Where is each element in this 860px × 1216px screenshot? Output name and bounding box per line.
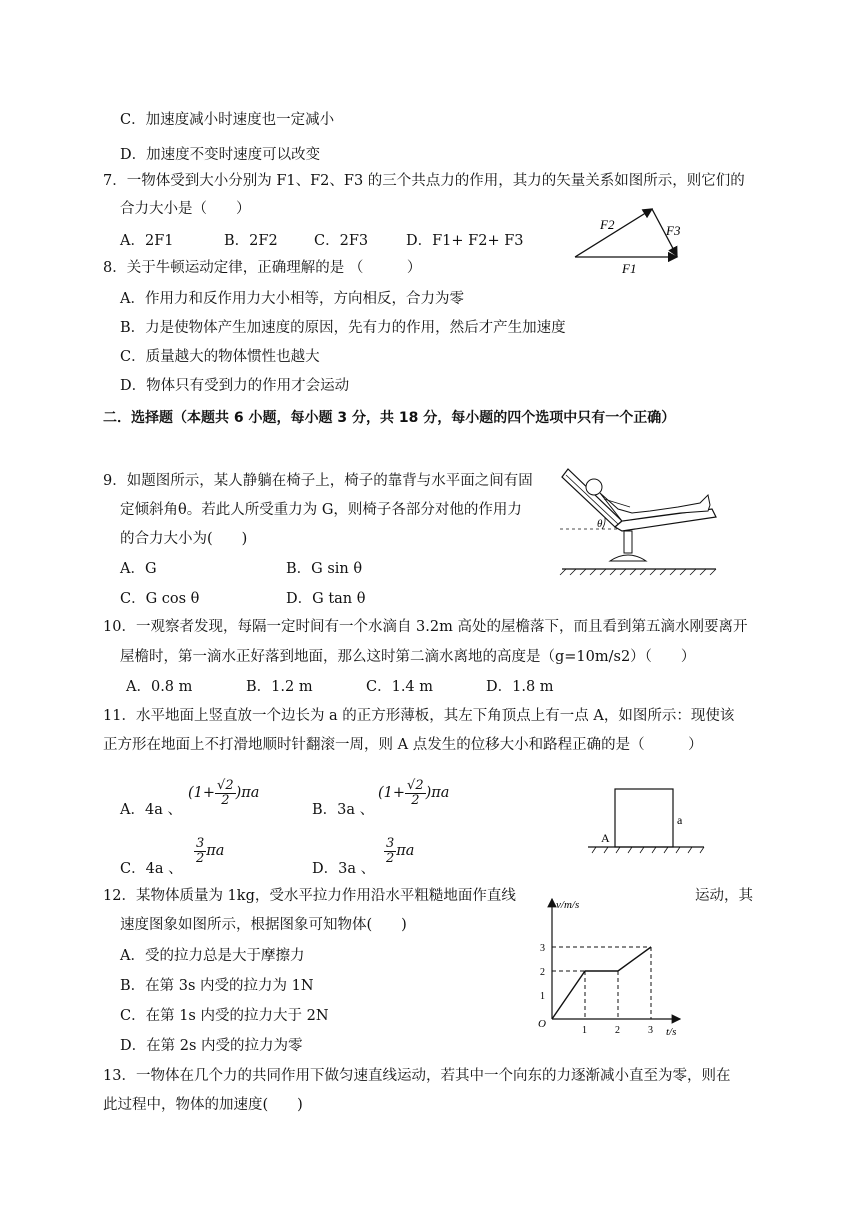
x-tick-label-2: 2 <box>615 1025 620 1036</box>
y-tick-label-2: 2 <box>540 967 545 978</box>
q10-option-a: A．0.8 m <box>126 679 193 695</box>
q12-option-d: D．在第 2s 内受的拉力为零 <box>120 1038 303 1054</box>
f2-label: F2 <box>600 217 615 232</box>
q9-option-c: C．G cos θ <box>120 591 200 607</box>
f3-label: F3 <box>666 223 681 238</box>
y-tick-label-1: 1 <box>540 991 545 1002</box>
q11-option-b-label: B．3a 、 <box>312 802 375 818</box>
q13-stem-line1: 13．一物体在几个力的共同作用下做匀速直线运动，若其中一个向东的力逐渐减小直至为零，则在 <box>103 1068 731 1084</box>
q10-option-d: D．1.8 m <box>486 679 554 695</box>
q11-stem-line2: 正方形在地面上不打滑地顺时针翻滚一周，则 A 点发生的位移大小和路程正确的是（ ） <box>103 737 703 753</box>
q7-option-d: D．F1+ F2+ F3 <box>406 233 524 249</box>
q12-velocity-time-chart <box>530 896 700 1038</box>
q9-option-a: A．G <box>120 561 157 577</box>
q10-option-b: B．1.2 m <box>246 679 313 695</box>
q8-option-d: D．物体只有受到力的作用才会运动 <box>120 378 350 394</box>
q11-option-a-expression: (1+ $\frac{√2}{2}$ )πa <box>188 777 260 808</box>
q7-force-triangle-figure <box>570 205 690 280</box>
q7-stem-line1: 7．一物体受到大小分别为 F1、F2、F3 的三个共点力的作用，其力的矢量关系如图所示，则它们的 <box>103 173 745 189</box>
q12-option-c: C．在第 1s 内受的拉力大于 2N <box>120 1008 329 1024</box>
x-tick-label-1: 1 <box>582 1025 587 1036</box>
q7-stem-line2: 合力大小是（ ） <box>120 201 251 217</box>
q9-option-b: B．G sin θ <box>286 561 363 577</box>
q9-stem-line2: 定倾斜角θ。若此人所受重力为 G，则椅子各部分对他的作用力 <box>120 502 522 518</box>
q12-stem-line1a: 12．某物体质量为 1kg，受水平拉力作用沿水平粗糙地面作直线 <box>103 888 516 904</box>
q7-option-b: B．2F2 <box>224 233 278 249</box>
q12-option-a: A．受的拉力总是大于摩擦力 <box>120 948 305 964</box>
q10-stem-line1: 10．一观察者发现，每隔一定时间有一个水滴自 3.2m 高处的屋檐落下，而且看到第五滴水刚要离开 <box>103 619 748 635</box>
q8-option-c: C．质量越大的物体惯性也越大 <box>120 349 320 365</box>
q11-option-b-expression: (1+ $\frac{√2}{2}$ )πa <box>378 777 450 808</box>
q9-reclining-chair-figure <box>560 465 720 580</box>
q8-option-a: A．作用力和反作用力大小相等，方向相反，合力为零 <box>120 291 464 307</box>
q11-option-c-label: C．4a 、 <box>120 861 183 877</box>
section2-heading: 二．选择题（本题共 6 小题，每小题 3 分，共 18 分，每小题的四个选项中只有一个正确） <box>103 410 676 426</box>
q13-stem-line2: 此过程中，物体的加速度( ) <box>103 1097 303 1113</box>
q10-stem-line2: 屋檐时，第一滴水正好落到地面，那么这时第二滴水离地的高度是（g=10m/s2）（ ） <box>120 649 696 665</box>
q11-square-plate-figure <box>588 786 708 858</box>
q9-option-d: D．G tan θ <box>286 591 366 607</box>
x-axis-label: t/s <box>666 1026 677 1038</box>
q9-stem-line3: 的合力大小为( ) <box>120 531 248 547</box>
q12-option-b: B．在第 3s 内受的拉力为 1N <box>120 978 314 994</box>
y-tick-label-3: 3 <box>540 943 545 954</box>
q7-option-a: A．2F1 <box>120 233 174 249</box>
f1-label: F1 <box>622 261 637 276</box>
q11-option-c-expression: $\frac{3}{2}$ πa <box>196 835 225 866</box>
q8-option-b: B．力是使物体产生加速度的原因，先有力的作用，然后才产生加速度 <box>120 320 566 336</box>
q11-stem-line1: 11．水平地面上竖直放一个边长为 a 的正方形薄板，其左下角顶点上有一点 A，如图所示：现使该 <box>103 708 735 724</box>
q10-option-c: C．1.4 m <box>366 679 434 695</box>
person-head <box>586 479 602 495</box>
q9-stem-line1: 9．如题图所示，某人静躺在椅子上，椅子的靠背与水平面之间有固 <box>103 473 533 489</box>
point-a-label: A <box>601 831 610 845</box>
q7-option-c: C．2F3 <box>314 233 369 249</box>
q6-option-d: D．加速度不变时速度可以改变 <box>120 147 321 163</box>
q8-stem: 8．关于牛顿运动定律，正确理解的是 （ ） <box>103 260 422 276</box>
y-axis-label: v/m/s <box>556 899 580 911</box>
side-a-label: a <box>677 813 683 827</box>
q11-option-a-label: A．4a 、 <box>120 802 182 818</box>
q6-option-c: C．加速度减小时速度也一定减小 <box>120 112 335 128</box>
q12-stem-line1b: 运动，其 <box>695 888 753 904</box>
x-tick-label-3: 3 <box>648 1025 653 1036</box>
q11-option-d-label: D．3a 、 <box>312 861 376 877</box>
q12-stem-line2: 速度图象如图所示，根据图象可知物体( ) <box>120 917 407 933</box>
theta-label: θ <box>597 518 603 530</box>
velocity-series-line <box>552 947 651 1019</box>
origin-label: O <box>538 1018 546 1030</box>
q11-option-d-expression: $\frac{3}{2}$ πa <box>386 835 415 866</box>
